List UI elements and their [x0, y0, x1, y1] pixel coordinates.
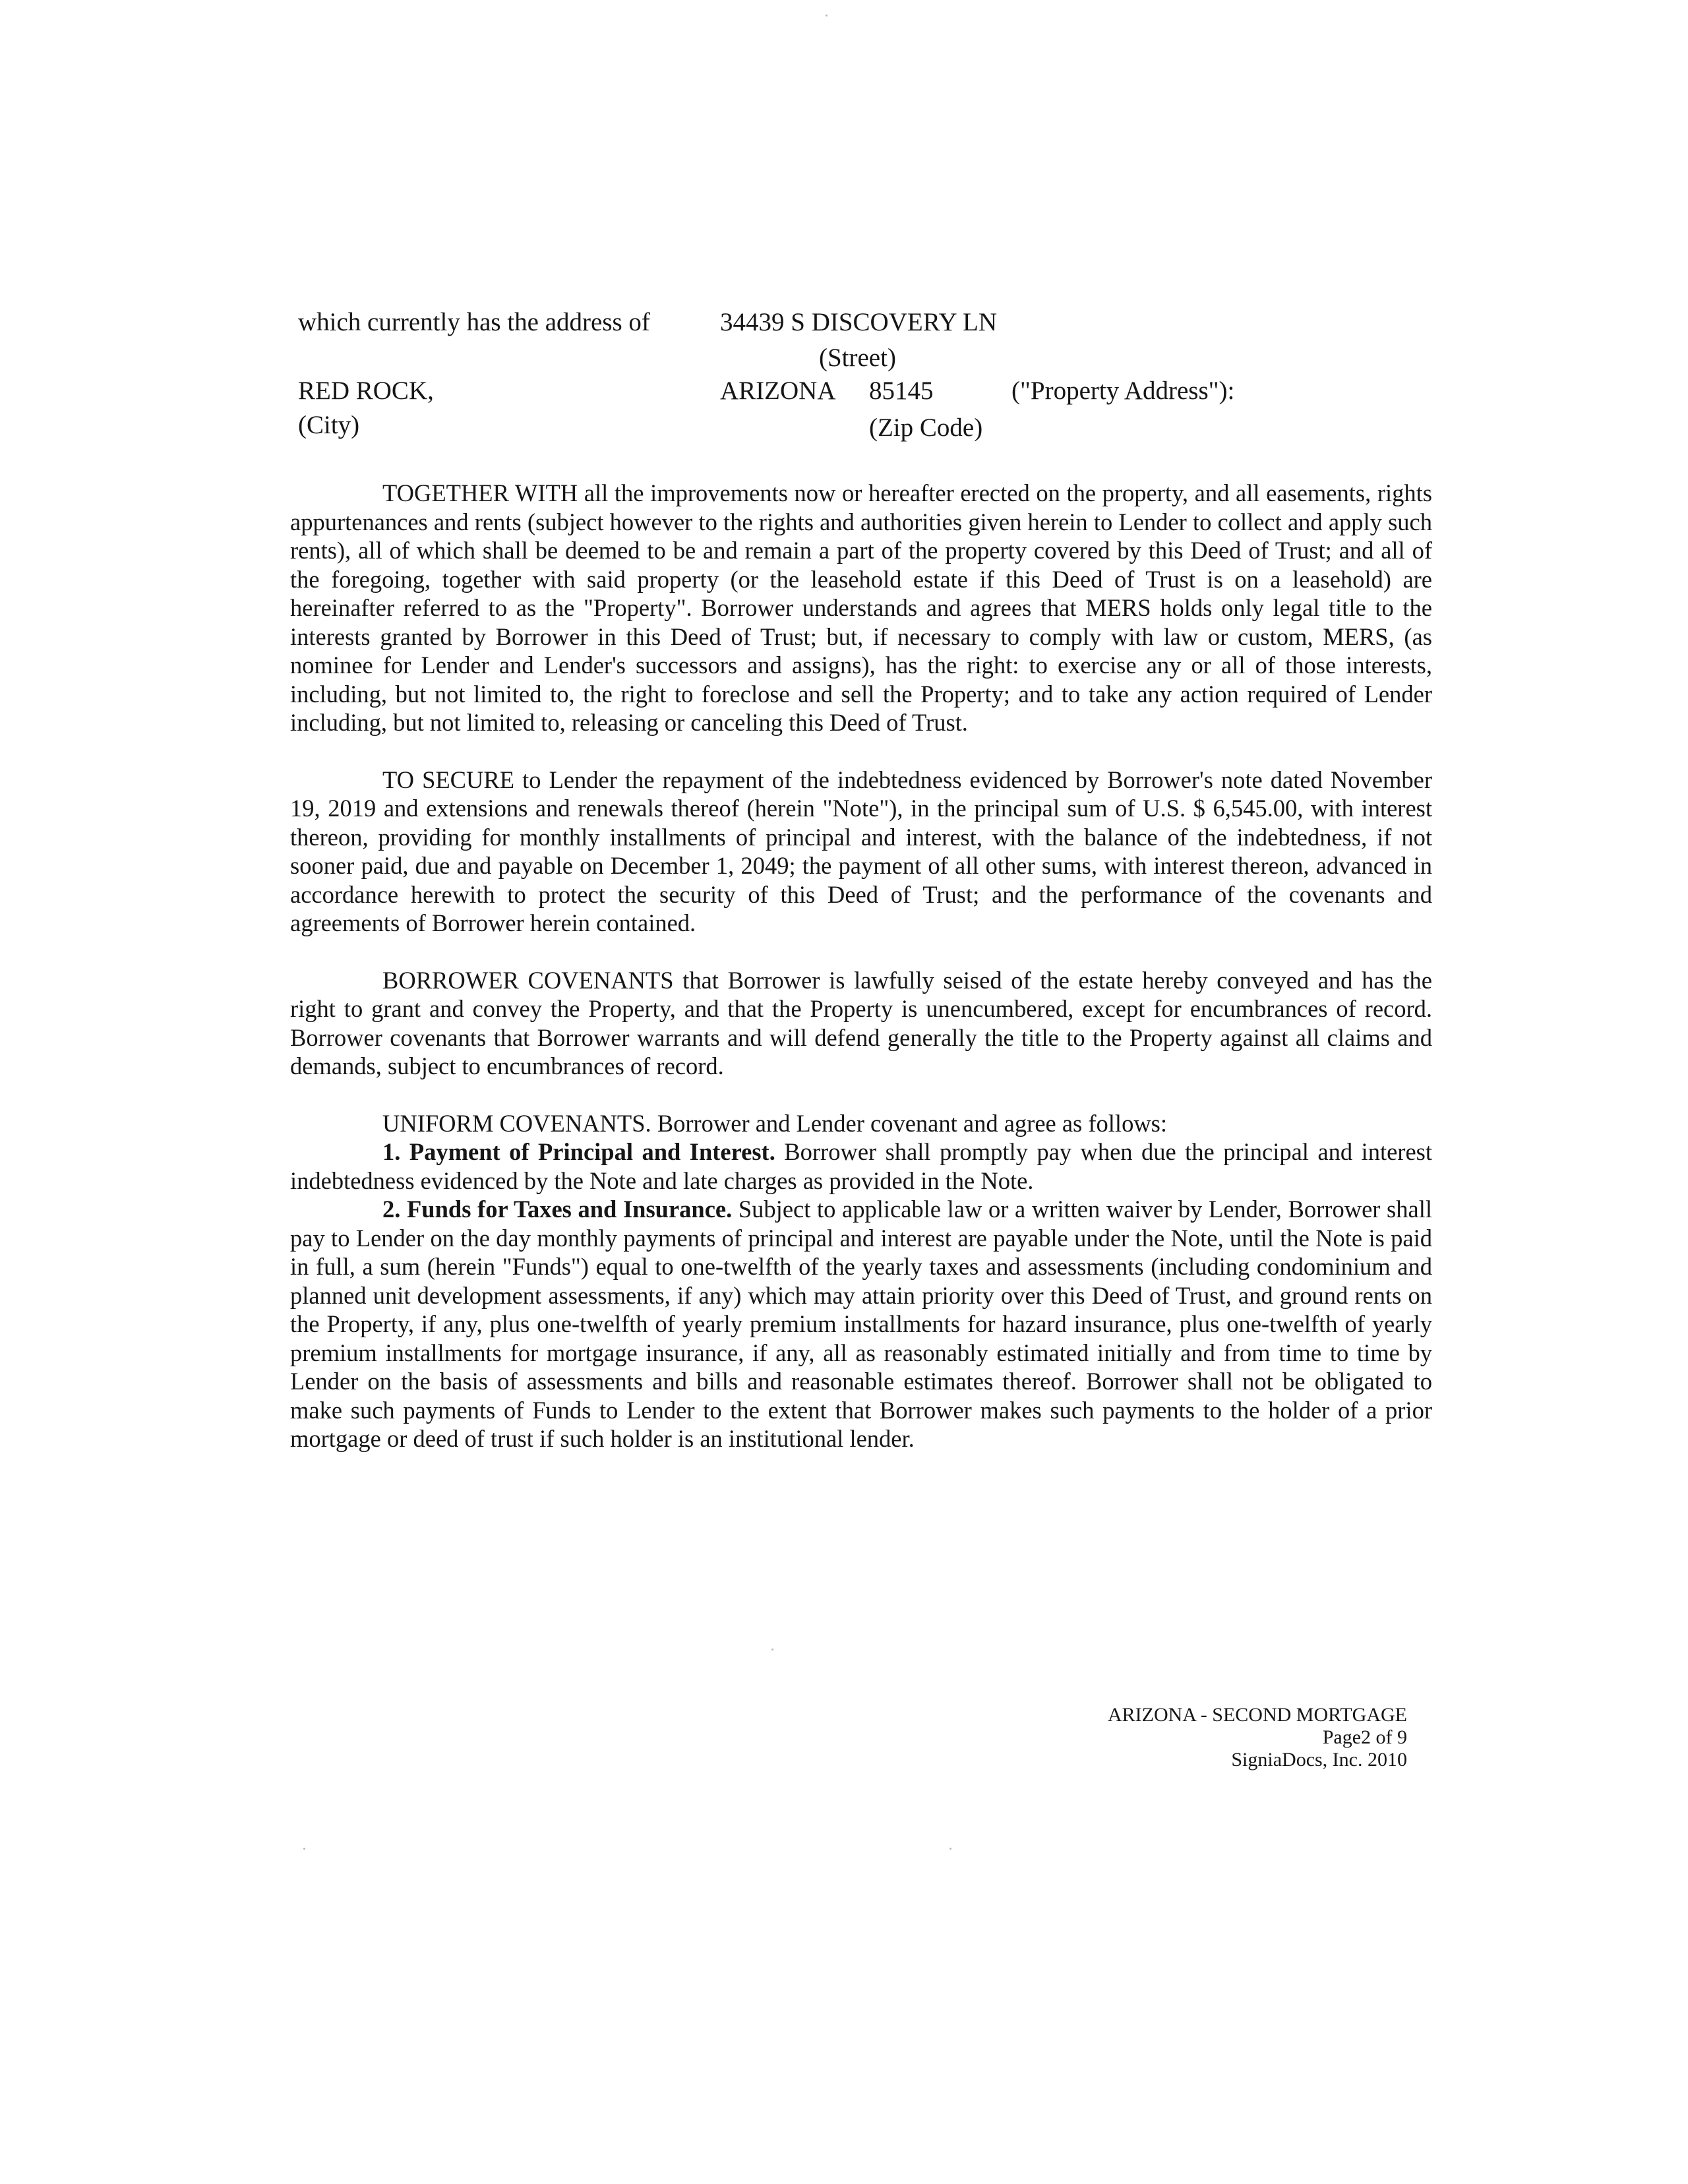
borrower-covenants-paragraph: BORROWER COVENANTS that Borrower is lawfully seised of the estate hereby conveyed and has the right to grant and convey the Property, and that the Property is unencumbered, except for encumbrances of record. Borrower covenants that Borrower warrants and will defend generally the title to the Property against all claims and demands, subject to encumbrances of record.	[290, 966, 1432, 1079]
to-secure-paragraph: TO SECURE to Lender the repayment of the indebtedness evidenced by Borrower's note dated November 19, 2019 and extensions and renewals thereof (herein "Note"), in the principal sum of U.S. $ 6,545.00, with interest thereon, providing for monthly installments of principal and interest, with the balance of the indebtedness, if not sooner paid, due and payable on December 1, 2049; the payment of all other sums, with interest thereon, advanced in accordance herewith to protect the security of this Deed of Trust; and the performance of the covenants and agreements of Borrower herein contained.	[290, 766, 1432, 936]
scan-speck	[303, 1848, 305, 1850]
covenant-item-2	[290, 1195, 1432, 1453]
street-label: (Street)	[819, 344, 896, 372]
document-body	[290, 479, 1432, 1453]
city-label: (City)	[298, 411, 360, 439]
state-value: ARIZONA	[720, 377, 836, 405]
zip-value: 85145	[869, 377, 934, 405]
covenant-item-2-heading: 2. Funds for Taxes and Insurance.	[382, 1196, 733, 1223]
city-value: RED ROCK,	[298, 377, 434, 405]
covenant-item-1-text: Borrower shall promptly pay when due the principal and interest indebtedness evidenced by the Note and late charges as provided in the Note.	[290, 1138, 1432, 1194]
property-address-block	[298, 307, 1287, 452]
address-lead-text: which currently has the address of	[298, 308, 650, 336]
form-title: ARIZONA - SECOND MORTGAGE	[1107, 1704, 1407, 1726]
covenant-item-1	[290, 1138, 1432, 1195]
page-number: Page2 of 9	[1322, 1726, 1407, 1748]
zip-label: (Zip Code)	[869, 413, 983, 442]
property-address-label: ("Property Address"):	[1011, 377, 1235, 405]
page-footer	[1108, 1704, 1407, 1771]
street-value: 34439 S DISCOVERY LN	[720, 308, 998, 336]
scan-speck	[771, 1649, 773, 1651]
covenant-item-1-heading: 1. Payment of Principal and Interest.	[382, 1138, 775, 1165]
uniform-covenants-heading: UNIFORM COVENANTS. Borrower and Lender covenant and agree as follows:	[382, 1109, 1168, 1137]
scan-speck	[826, 15, 828, 16]
scan-speck	[950, 1848, 951, 1850]
copyright-notice: SigniaDocs, Inc. 2010	[1231, 1749, 1407, 1771]
together-with-paragraph: TOGETHER WITH all the improvements now or hereafter erected on the property, and all easements, rights appurtenances and rents (subject however to the rights and authorities given herein to Lender to collect and apply such rents), all of which shall be deemed to be and remain a part of the property covered by this Deed of Trust; and all of the foregoing, together with said property (or the leasehold estate if this Deed of Trust is on a leasehold) are hereinafter referred to as the "Property". Borrower understands and agrees that MERS holds only legal title to the interests granted by Borrower in this Deed of Trust; but, if necessary to comply with law or custom, MERS, (as nominee for Lender and Lender's successors and assigns), has the right: to exercise any or all of those interests, including, but not limited to, the right to foreclose and sell the Property; and to take any action required of Lender including, but not limited to, releasing or canceling this Deed of Trust.	[290, 479, 1432, 736]
covenant-item-2-text: Subject to applicable law or a written waiver by Lender, Borrower shall pay to Lender on the day monthly payments of principal and interest are payable under the Note, until the Note is paid in full, a sum (herein "Funds") equal to one-twelfth of the yearly taxes and assessments (including condominium and planned unit development assessments, if any) which may attain priority over this Deed of Trust, and ground rents on the Property, if any, plus one-twelfth of yearly premium installments for hazard insurance, plus one-twelfth of yearly premium installments for mortgage insurance, if any, all as reasonably estimated initially and from time to time by Lender on the basis of assessments and bills and reasonable estimates thereof. Borrower shall not be obligated to make such payments of Funds to Lender to the extent that Borrower makes such payments to the holder of a prior mortgage or deed of trust if such holder is an institutional lender.	[290, 1196, 1432, 1452]
